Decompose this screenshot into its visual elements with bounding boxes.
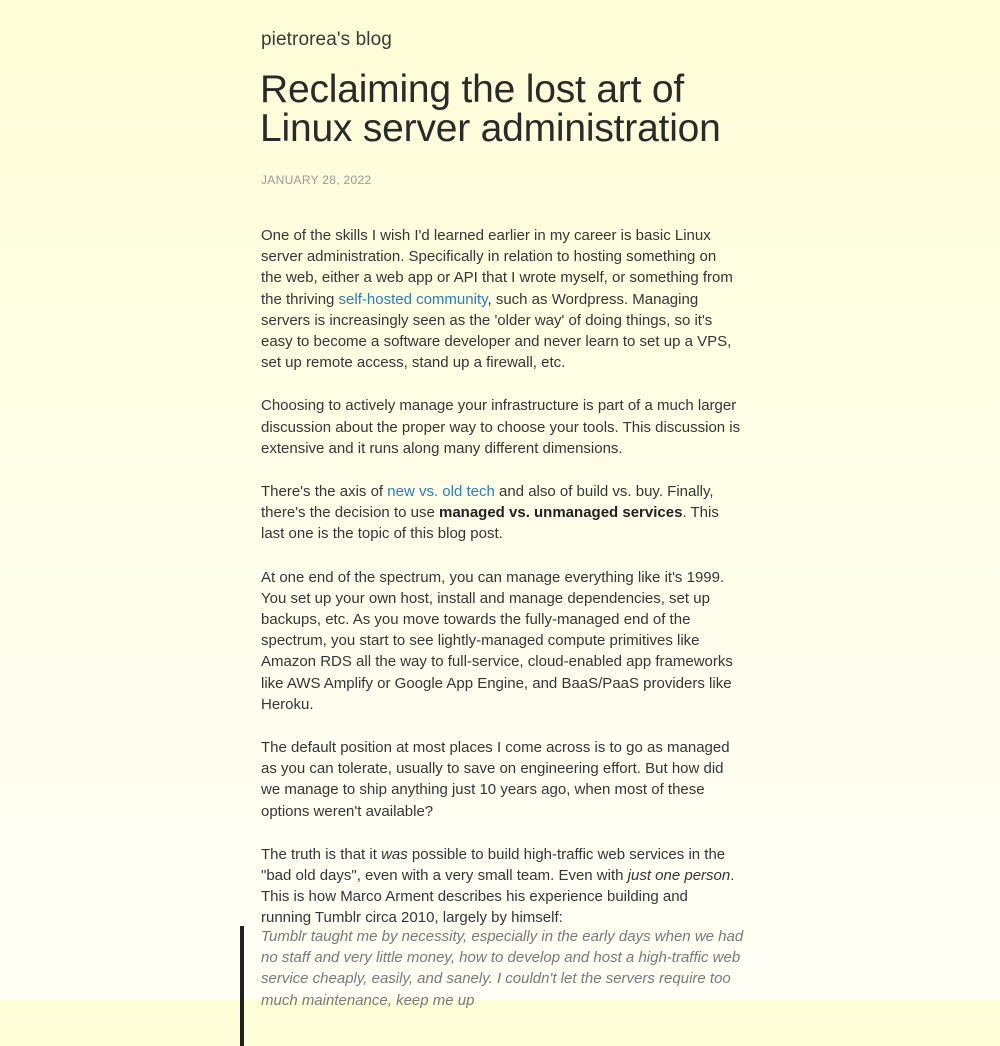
paragraph-1 <box>261 225 741 373</box>
paragraph-6-emphasis-was: was <box>381 845 408 863</box>
paragraph-5: The default position at most places I come across is to go as managed as you can tolerate, usually to save on engineering effort. But how did we manage to ship anything just 10 years ago, when most of these options weren't available? <box>261 739 730 820</box>
paragraph-6-text-a: The truth is that it <box>261 845 382 863</box>
paragraph-6-text-b: possible to build high-traffic web services in the "bad old days", even with a very small team. Even with <box>261 845 726 885</box>
paragraph-6-emphasis-one-person: just one person <box>627 867 731 885</box>
blockquote <box>240 926 761 1046</box>
paragraph-3-text-c: . This last one is the topic of this blog post. <box>261 504 719 543</box>
post-date: JANUARY 28, 2022 <box>261 173 372 187</box>
paragraph-2: Choosing to actively manage your infrastructure is part of a much larger discussion about the proper way to choose your tools. This discussion is extensive and it runs along many different dimensions. <box>261 397 741 457</box>
blockquote-text: Tumblr taught me by necessity, especially in the early days when we had no staff and very little money, how to develop and host a high-traffic web service cheaply, easily, and sanely. I couldn't let the servers require too much maintenance, keep me up <box>261 928 744 1009</box>
paragraph-1-text-a: One of the skills I wish I'd learned earlier in my career is basic Linux server administration. Specifically in relation to hosting something on the web, either a web app or API that I wrote myself, or something from the thriving <box>261 227 733 308</box>
paragraph-6 <box>261 844 741 929</box>
paragraph-6-text-c: . This is how Marco Arment describes his experience building and running Tumblr circa 2010, largely by himself: <box>261 867 735 927</box>
managed-vs-unmanaged-bold: managed vs. unmanaged services <box>438 504 683 522</box>
new-vs-old-tech-link[interactable]: new vs. old tech <box>387 483 495 501</box>
paragraph-1-text-b: , such as Wordpress. Managing servers is increasingly seen as the 'older way' of doing things, so it's easy to become a software developer and never learn to set up a VPS, set up remote access, stand up a firewall, etc. <box>261 290 732 372</box>
blog-name-link[interactable]: pietrorea's blog <box>261 29 392 50</box>
post-title: Reclaiming the lost art of Linux server administration <box>260 68 721 150</box>
post-body <box>261 225 741 951</box>
paragraph-3 <box>261 481 741 545</box>
paragraph-3-text-a: There's the axis of <box>261 483 388 501</box>
paragraph-3-text-b: and also of build vs. buy. Finally, there's the decision to use <box>261 483 714 522</box>
self-hosted-community-link[interactable]: self-hosted community <box>338 290 488 308</box>
paragraph-4: At one end of the spectrum, you can manage everything like it's 1999. You set up your own host, install and manage dependencies, set up backups, etc. As you move towards the fully-managed end of the spectrum, you start to see lightly-managed compute primitives like Amazon RDS all the way to full-service, cloud-enabled app frameworks like AWS Amplify or Google App Engine, and BaaS/PaaS providers like Heroku. <box>261 568 733 713</box>
